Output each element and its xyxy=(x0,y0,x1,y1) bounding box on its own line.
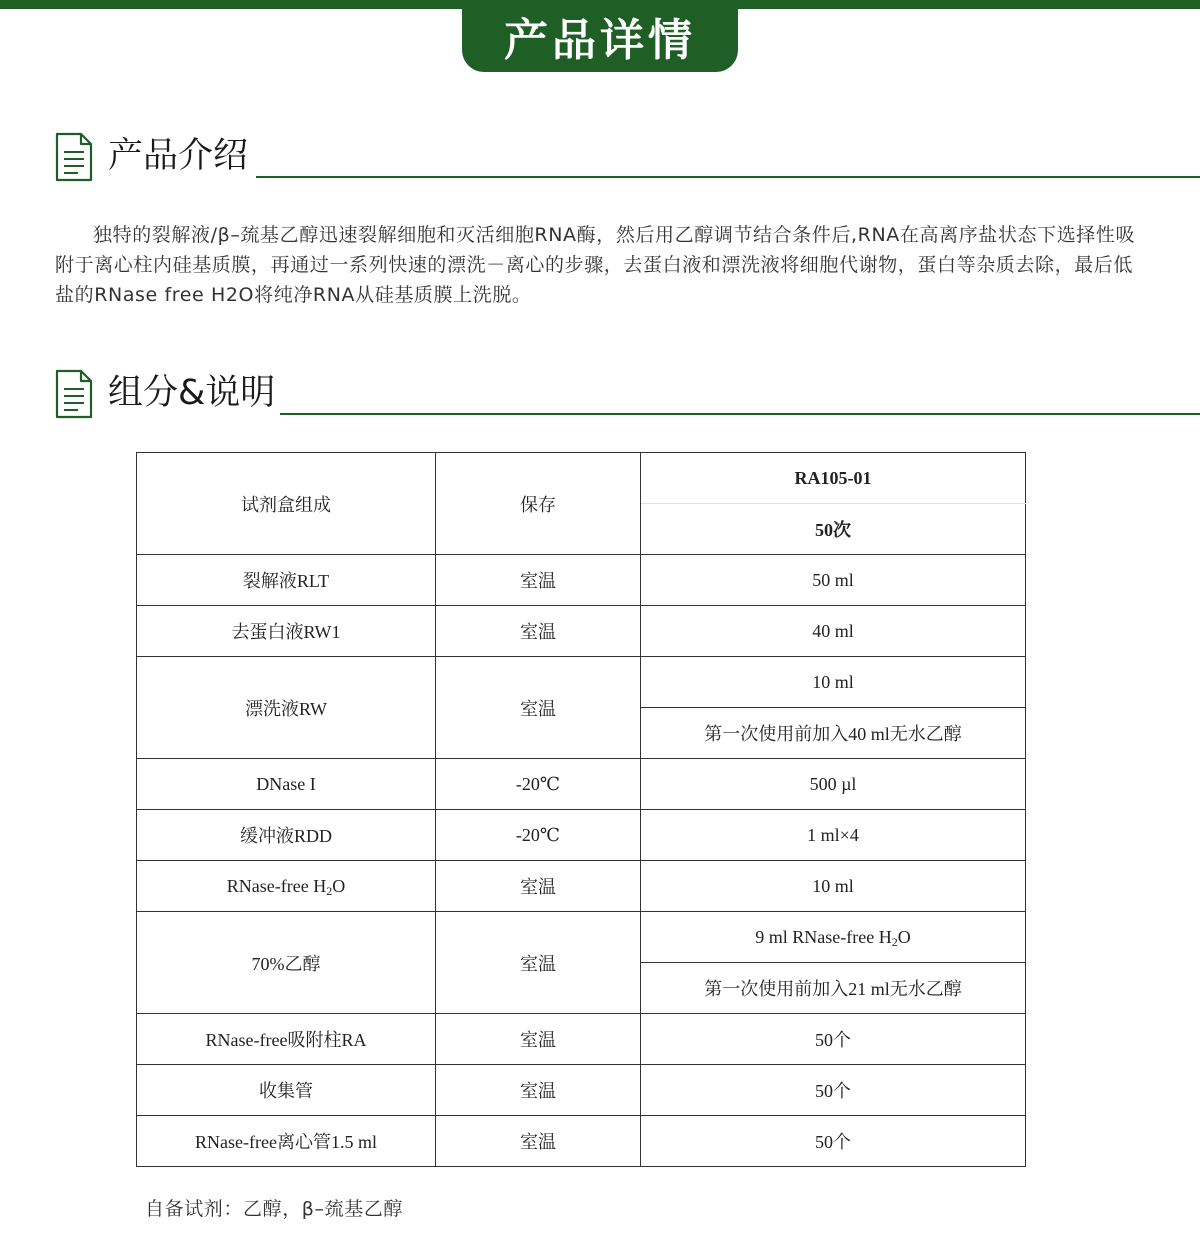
component-storage: 室温 xyxy=(436,912,641,1014)
header-storage: 保存 xyxy=(436,453,641,555)
intro-section-divider xyxy=(256,176,1200,178)
component-name: 裂解液RLT xyxy=(137,555,436,606)
self-prepared-reagents: 自备试剂：乙醇，β–巯基乙醇 xyxy=(145,1198,404,1220)
component-value-tail: O xyxy=(897,926,911,947)
component-name-tail: O xyxy=(332,875,346,896)
table-row xyxy=(137,810,1026,861)
component-value: 10 ml xyxy=(641,861,1026,912)
component-storage: 室温 xyxy=(436,555,641,606)
header-size: 50次 xyxy=(641,504,1026,555)
component-storage: 室温 xyxy=(436,657,641,759)
components-section-header xyxy=(54,369,1200,421)
component-note: 第一次使用前加入40 ml无水乙醇 xyxy=(641,708,1026,759)
component-value: 10 ml xyxy=(641,657,1026,708)
component-value: 1 ml×4 xyxy=(641,810,1026,861)
component-storage: 室温 xyxy=(436,861,641,912)
components-section-divider xyxy=(280,413,1200,415)
product-details-tab xyxy=(462,0,738,72)
components-section-title: 组分&说明 xyxy=(108,373,276,413)
component-value: 50个 xyxy=(641,1065,1026,1116)
component-value: 50个 xyxy=(641,1014,1026,1065)
table-row xyxy=(137,606,1026,657)
component-name-sub: 2 xyxy=(326,883,333,898)
component-value-sub: 2 xyxy=(891,934,898,949)
component-value: 50个 xyxy=(641,1116,1026,1167)
component-name: 70%乙醇 xyxy=(137,912,436,1014)
component-storage: 室温 xyxy=(436,1065,641,1116)
table-row xyxy=(137,657,1026,708)
component-storage: -20℃ xyxy=(436,759,641,810)
table-row xyxy=(137,555,1026,606)
component-name: RNase-free离心管1.5 ml xyxy=(137,1116,436,1167)
component-value: 40 ml xyxy=(641,606,1026,657)
header-component: 试剂盒组成 xyxy=(137,453,436,555)
component-value xyxy=(641,912,1026,963)
component-storage: 室温 xyxy=(436,606,641,657)
component-name: 去蛋白液RW1 xyxy=(137,606,436,657)
table-row xyxy=(137,861,1026,912)
component-value: 500 µl xyxy=(641,759,1026,810)
component-value-main: 9 ml RNase-free H xyxy=(755,926,892,947)
component-name: 收集管 xyxy=(137,1065,436,1116)
component-value: 50 ml xyxy=(641,555,1026,606)
component-name: RNase-free吸附柱RA xyxy=(137,1014,436,1065)
intro-paragraph: 独特的裂解液/β–巯基乙醇迅速裂解细胞和灭活细胞RNA酶，然后用乙醇调节结合条件后,RNA在高离序盐状态下选择性吸附于离心柱内硅基质膜，再通过一系列快速的漂洗－离心的步骤，去蛋白液和漂洗液将细胞代谢物，蛋白等杂质去除，最后低盐的RNase free H2O将纯净RNA从硅基质膜上洗脱。 xyxy=(55,224,1136,306)
component-storage: 室温 xyxy=(436,1116,641,1167)
intro-section-header xyxy=(54,132,1200,184)
document-icon xyxy=(54,132,94,182)
component-note: 第一次使用前加入21 ml无水乙醇 xyxy=(641,963,1026,1014)
component-name: 缓冲液RDD xyxy=(137,810,436,861)
component-name-main: RNase-free H xyxy=(226,875,327,896)
component-storage: -20℃ xyxy=(436,810,641,861)
table-row xyxy=(137,912,1026,963)
components-table xyxy=(136,452,1026,1167)
component-name xyxy=(137,861,436,912)
table-header-row xyxy=(137,453,1026,504)
table-row xyxy=(137,1014,1026,1065)
intro-section-title: 产品介绍 xyxy=(108,136,249,176)
product-details-title: 产品详情 xyxy=(504,15,696,66)
component-storage: 室温 xyxy=(436,1014,641,1065)
component-name: 漂洗液RW xyxy=(137,657,436,759)
table-row xyxy=(137,759,1026,810)
document-icon xyxy=(54,369,94,419)
header-catalog: RA105-01 xyxy=(641,453,1026,504)
table-row xyxy=(137,1065,1026,1116)
component-name: DNase I xyxy=(137,759,436,810)
table-row xyxy=(137,1116,1026,1167)
